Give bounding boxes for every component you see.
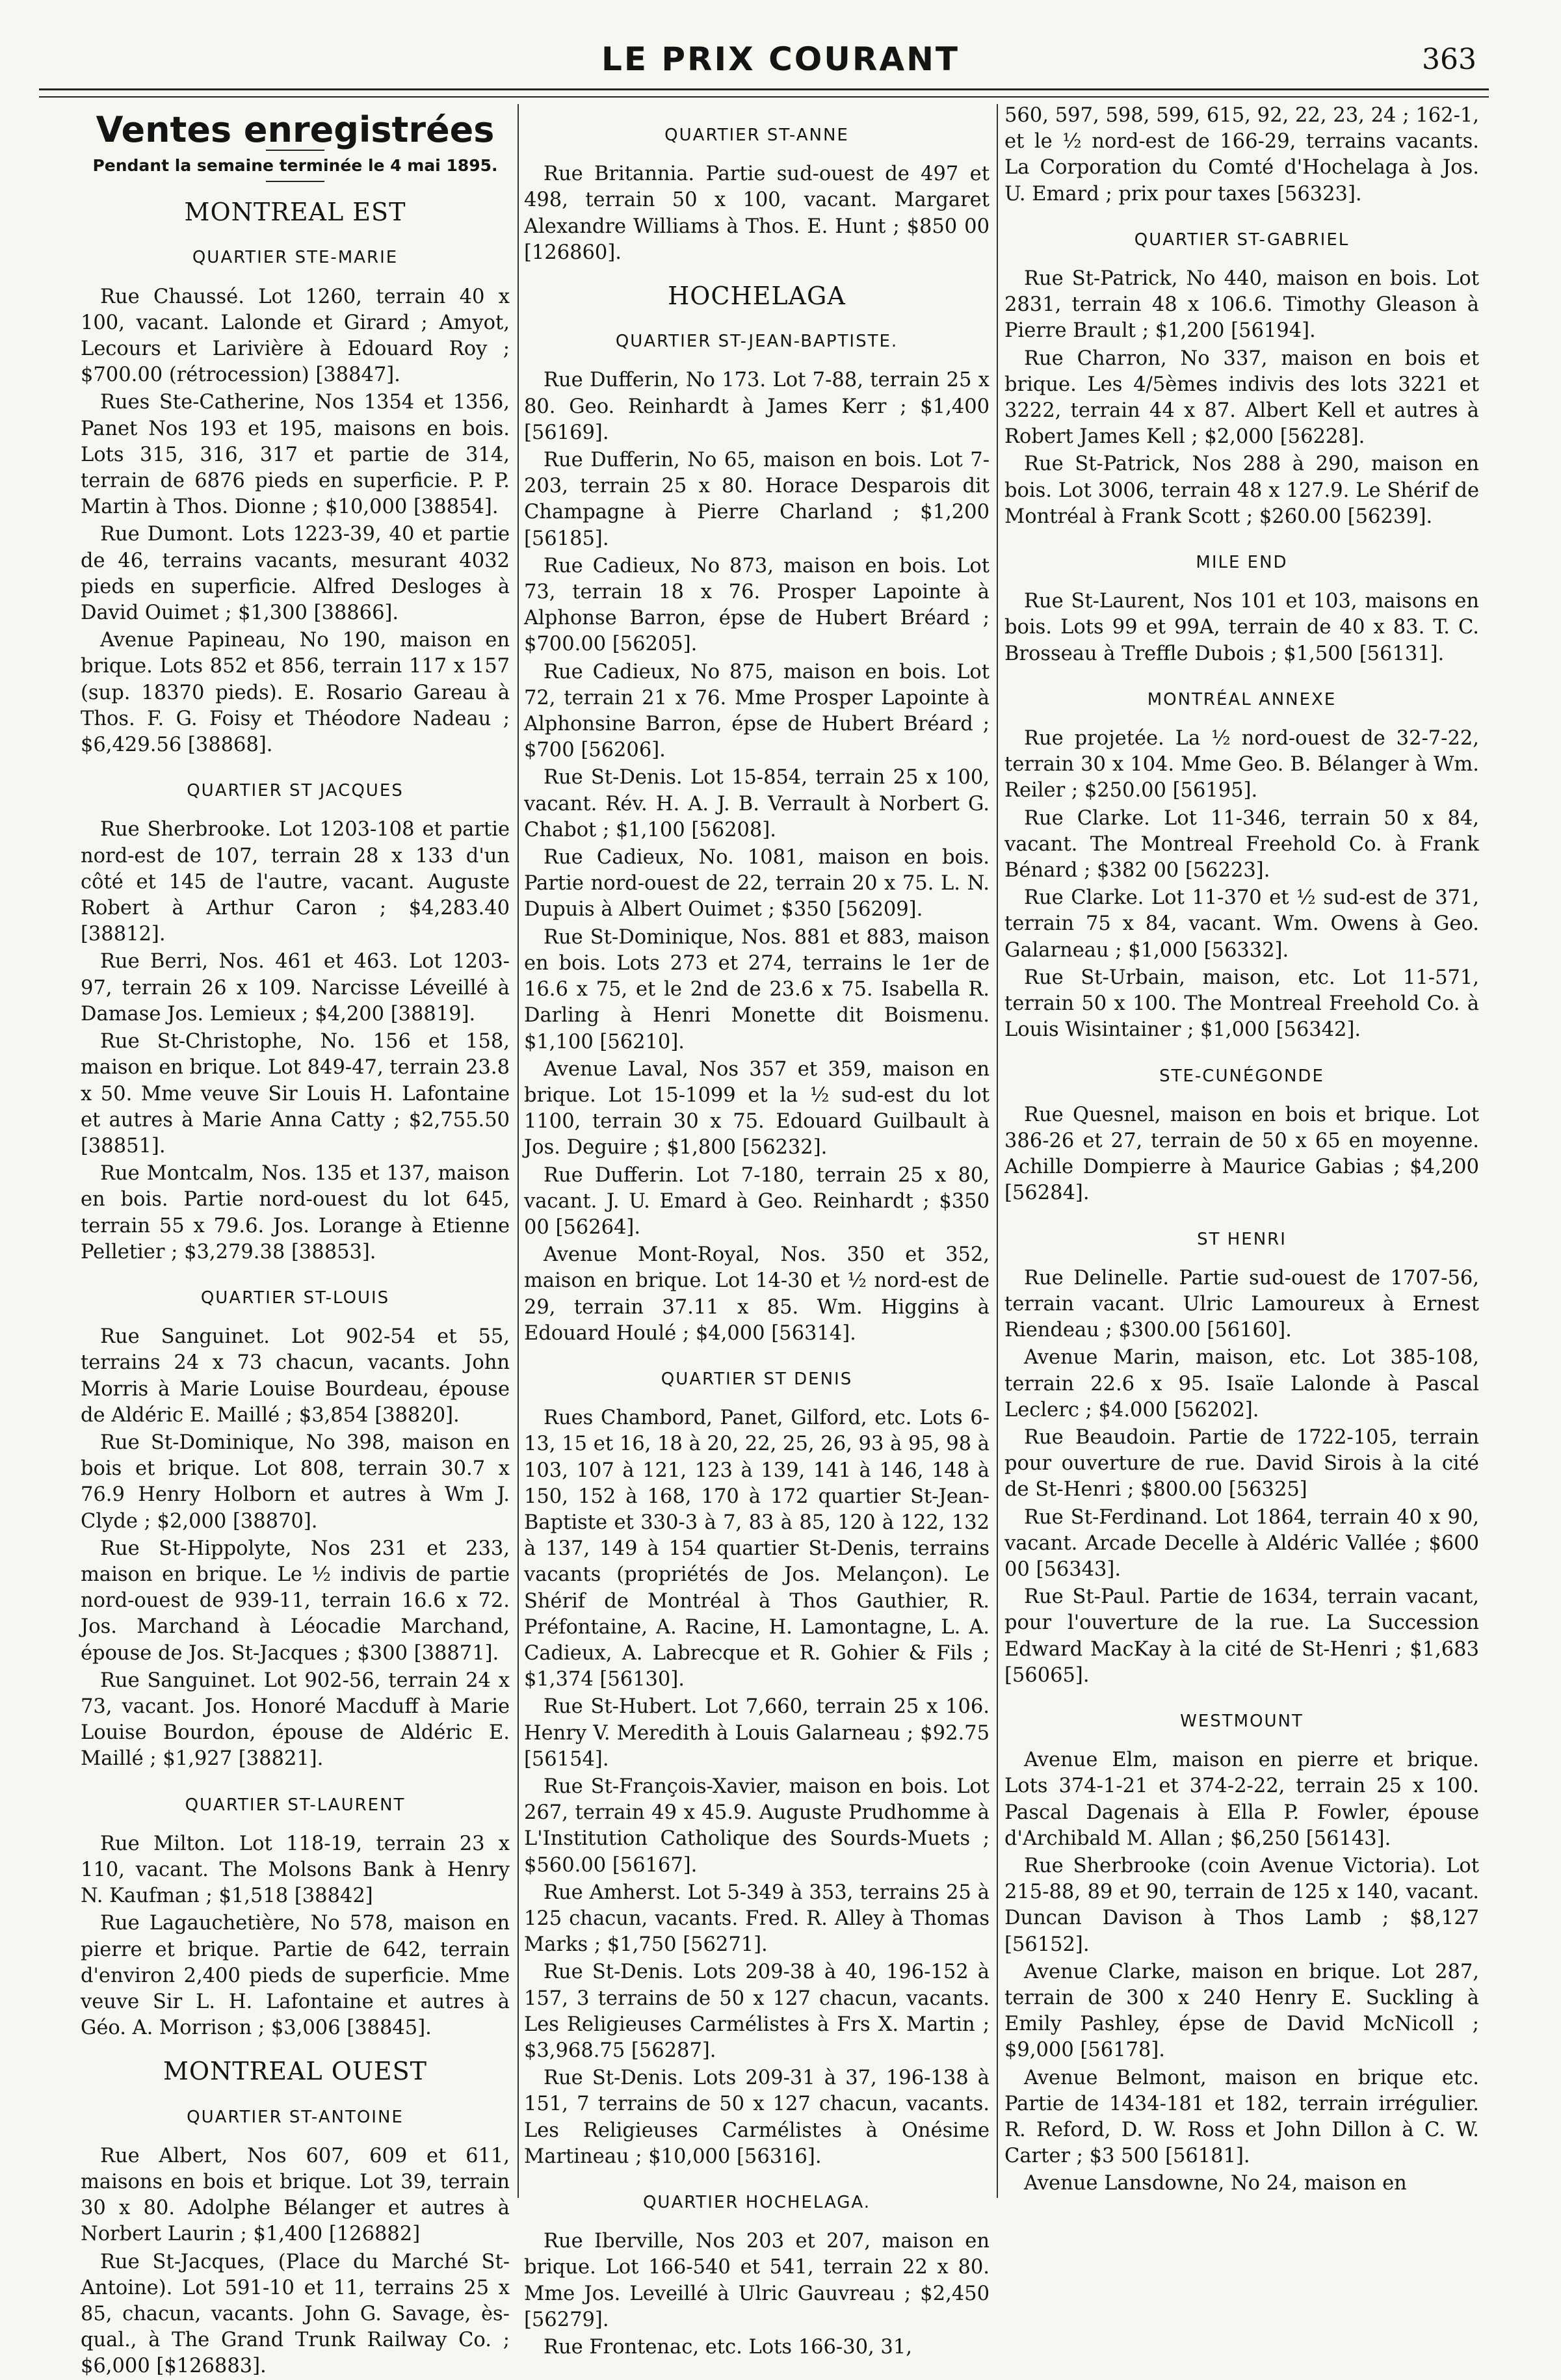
sale-entry: Rue Sanguinet. Lot 902-56, terrain 24 x 73, vacant. Jos. Honoré Macduff à Marie Louise Bourdon, épouse de Aldéric E. Maillé ; $1,927 [38821].: [81, 1669, 510, 1771]
section-heading: QUARTIER STE-MARIE: [192, 248, 399, 268]
sale-entry: Rue St-Denis. Lots 209-31 à 37, 196-138 à 151, 7 terrains de 50 x 127 chacun, vacants. Les Religieuses Carmélistes à Onésime Martineau ; $10,000 [56316].: [524, 2067, 990, 2168]
sale-entry: Avenue Laval, Nos 357 et 359, maison en brique. Lot 15-1099 et la ½ sud-est du lot 1100, terrain 30 x 75. Edouard Guilbault à Jos. Deguire ; $1,800 [56232].: [524, 1057, 990, 1159]
sale-entry: Rue Milton. Lot 118-19, terrain 23 x 110, vacant. The Molsons Bank à Henry N. Kaufman ; $1,518 [38842]: [81, 1832, 510, 1908]
page-header-title: LE PRIX COURANT: [601, 40, 960, 78]
section-heading: QUARTIER ST JACQUES: [187, 781, 404, 801]
section-heading: QUARTIER HOCHELAGA.: [642, 2193, 871, 2213]
sale-entry: Rue Quesnel, maison en bois et brique. Lot 386-26 et 27, terrain de 50 x 65 en moyenne. Achille Dompierre à Maurice Gabias ; $4,200 [56284].: [1004, 1103, 1479, 1205]
column-divider: [518, 104, 519, 2198]
section-heading: QUARTIER ST DENIS: [661, 1369, 853, 1389]
sale-entry: Rue Clarke. Lot 11-370 et ½ sud-est de 371, terrain 75 x 84, vacant. Wm. Owens à Geo. Galarneau ; $1,000 [56332].: [1004, 886, 1479, 962]
main-title: Ventes enregistrées: [96, 109, 495, 150]
sale-entry: Rue St-Dominique, Nos. 881 et 883, maison en bois. Lots 273 et 274, terrains le 1er de 16.6 x 75, et le 2nd de 23.6 x 75. Isabella R. Darling à Henri Monette dit Boismenu. $1,100 [56210].: [524, 925, 990, 1053]
column-middle: [524, 103, 990, 2359]
page-number: 363: [1422, 43, 1476, 76]
sale-entry: Rue St-Paul. Partie de 1634, terrain vacant, pour l'ouverture de la rue. La Succession Edward MacKay à la cité de St-Henri ; $1,683 [56065].: [1004, 1585, 1479, 1687]
sale-entry: Rue Iberville, Nos 203 et 207, maison en brique. Lot 166-540 et 541, terrain 22 x 80. Mme Jos. Leveillé à Ulric Gauvreau ; $2,450 [56279].: [524, 2230, 990, 2331]
sale-entry: Rues Chambord, Panet, Gilford, etc. Lots 6-13, 15 et 16, 18 à 20, 22, 25, 26, 93 à 95, 98 à 103, 107 à 121, 123 à 139, 141 à 146, 148 à 150, 152 à 168, 170 à 172 quartier St-Jean-Baptiste et 330-3 à 7, 83 à 85, 120 à 122, 132 à 137, 149 à 154 quartier St-Denis, terrains vacants (propriétés de Jos. Melançon). Le Shérif de Montréal à Thos Gauthier, R. Préfontaine, A. Racine, H. Lamontagne, L. A. Cadieux, A. Labrecque et R. Gohier & Fils ; $1,374 [56130].: [524, 1407, 990, 1691]
district-heading: MONTREAL EST: [184, 198, 406, 227]
sale-entry: Rue St-Christophe, No. 156 et 158, maison en brique. Lot 849-47, terrain 23.8 x 50. Mme veuve Sir Louis H. Lafontaine et autres à Marie Anna Catty ; $2,755.50 [38851].: [81, 1030, 510, 1157]
column-divider: [997, 104, 998, 2198]
section-heading: QUARTIER ST-LAURENT: [185, 1795, 406, 1815]
column-right: [1004, 103, 1479, 2197]
sale-entry: Avenue Papineau, No 190, maison en brique. Lots 852 et 856, terrain 117 x 157 (sup. 18370 pieds). E. Rosario Gareau à Thos. F. G. Foisy et Théodore Nadeau ; $6,429.56 [38868].: [81, 629, 510, 757]
column-left: [81, 103, 510, 2378]
section-heading: QUARTIER ST-JEAN-BAPTISTE.: [615, 332, 899, 352]
sale-entry: Rue Lagauchetière, No 578, maison en pierre et brique. Partie de 642, terrain d'environ 2,400 pieds de superficie. Mme veuve Sir L. H. Lafontaine et autres à Géo. A. Morrison ; $3,006 [38845].: [81, 1912, 510, 2040]
sale-entry: Rue St-Ferdinand. Lot 1864, terrain 40 x 90, vacant. Arcade Decelle à Aldéric Vallée ; $600 00 [56343].: [1004, 1505, 1479, 1581]
sale-entry: Rue Clarke. Lot 11-346, terrain 50 x 84, vacant. The Montreal Freehold Co. à Frank Bénard ; $382 00 [56223].: [1004, 806, 1479, 882]
sale-entry: Rue St-Patrick, No 440, maison en bois. Lot 2831, terrain 48 x 106.6. Timothy Gleason à Pierre Brault ; $1,200 [56194].: [1004, 267, 1479, 343]
sale-entry: Rues Ste-Catherine, Nos 1354 et 1356, Panet Nos 193 et 195, maisons en bois. Lots 315, 316, 317 et partie de 314, terrain de 6876 pieds en superficie. P. P. Martin à Thos. Dionne ; $10,000 [38854].: [81, 391, 510, 519]
sale-entry: Rue St-Hubert. Lot 7,660, terrain 25 x 106. Henry V. Meredith à Louis Galarneau ; $92.75 [56154].: [524, 1695, 990, 1771]
district-heading: HOCHELAGA: [668, 282, 846, 311]
section-heading: QUARTIER ST-ANTOINE: [187, 2107, 404, 2127]
sale-entry: Rue Beaudoin. Partie de 1722-105, terrain pour ouverture de rue. David Sirois à la cité de St-Henri ; $800.00 [56325]: [1004, 1425, 1479, 1501]
sale-entry: Rue St-Hippolyte, Nos 231 et 233, maison en brique. Le ½ indivis de partie nord-ouest de 939-11, terrain 16.6 x 72. Jos. Marchand à Léocadie Marchand, épouse de Jos. St-Jacques ; $300 [38871].: [81, 1537, 510, 1665]
section-heading: QUARTIER ST-ANNE: [664, 126, 849, 145]
header-rule-thin: [39, 96, 1489, 98]
sale-entry: Rue Cadieux, No. 1081, maison en bois. Partie nord-ouest de 22, terrain 20 x 75. L. N. Dupuis à Albert Ouimet ; $350 [56209].: [524, 846, 990, 921]
sale-entry: Rue Sanguinet. Lot 902-54 et 55, terrains 24 x 73 chacun, vacants. John Morris à Marie Louise Bourdeau, épouse de Aldéric E. Maillé ; $3,854 [38820].: [81, 1325, 510, 1427]
sale-entry: Rue Amherst. Lot 5-349 à 353, terrains 25 à 125 chacun, vacants. Fred. R. Alley à Thomas Marks ; $1,750 [56271].: [524, 1881, 990, 1957]
sale-entry: Rue Dufferin. Lot 7-180, terrain 25 x 80, vacant. J. U. Emard à Geo. Reinhardt ; $350 00 [56264].: [524, 1163, 990, 1239]
sale-entry: Rue Albert, Nos 607, 609 et 611, maisons en bois et brique. Lot 39, terrain 30 x 80. Adolphe Bélanger et autres à Norbert Laurin ; $1,400 [126882]: [81, 2144, 510, 2246]
sale-entry: Avenue Mont-Royal, Nos. 350 et 352, maison en brique. Lot 14-30 et ½ nord-est de 29, terrain 37.11 x 85. Wm. Higgins à Edouard Houlé ; $4,000 [56314].: [524, 1243, 990, 1345]
section-heading: QUARTIER ST-LOUIS: [200, 1288, 390, 1308]
sale-entry: Rue Dufferin, No 65, maison en bois. Lot 7-203, terrain 25 x 80. Horace Desparois dit Champagne à Pierre Charland ; $1,200 [56185].: [524, 449, 990, 550]
sale-entry: Rue projetée. La ½ nord-ouest de 32-7-22, terrain 30 x 104. Mme Geo. B. Bélanger à Wm. Reiler ; $250.00 [56195].: [1004, 727, 1479, 802]
sale-entry: Rue Montcalm, Nos. 135 et 137, maison en bois. Partie nord-ouest du lot 645, terrain 55 x 79.6. Jos. Lorange à Etienne Pelletier ; $3,279.38 [38853].: [81, 1162, 510, 1263]
sale-entry: Rue St-Laurent, Nos 101 et 103, maisons en bois. Lots 99 et 99A, terrain de 40 x 83. T. C. Brosseau à Treffle Dubois ; $1,500 [56131].: [1004, 590, 1479, 665]
sale-entry: Avenue Lansdowne, No 24, maison en: [1024, 2172, 1407, 2195]
sale-entry: Rue St-Denis. Lots 209-38 à 40, 196-152 à 157, 3 terrains de 50 x 127 chacun, vacants. Les Religieuses Carmélistes à Frs X. Martin ; $3,968.75 [56287].: [524, 1961, 990, 2063]
subtitle: Pendant la semaine terminée le 4 mai 1895.: [92, 156, 498, 176]
section-heading: STE-CUNÉGONDE: [1159, 1066, 1324, 1086]
section-heading: WESTMOUNT: [1180, 1711, 1304, 1731]
section-heading: ST HENRI: [1197, 1229, 1287, 1249]
sale-entry: Rue St-Dominique, No 398, maison en bois et brique. Lot 808, terrain 30.7 x 76.9 Henry Holborn et autres à Wm J. Clyde ; $2,000 [38870].: [81, 1431, 510, 1533]
sale-entry: Avenue Elm, maison en pierre et brique. Lots 374-1-21 et 374-2-22, terrain 25 x 100. Pascal Dagenais à Ella P. Fowler, épouse d'Archibald M. Allan ; $6,250 [56143].: [1004, 1749, 1479, 1850]
sale-entry: Rue Cadieux, No 875, maison en bois. Lot 72, terrain 21 x 76. Mme Prosper Lapointe à Alphonsine Barron, épse de Hubert Bréard ; $700 [56206].: [524, 660, 990, 762]
sale-entry: Rue St-François-Xavier, maison en bois. Lot 267, terrain 49 x 45.9. Auguste Prudhomme à L'Institution Catholique des Sourds-Muets ; $560.00 [56167].: [524, 1775, 990, 1877]
sale-entry: Rue Charron, No 337, maison en bois et brique. Les 4/5èmes indivis des lots 3221 et 3222, terrain 44 x 87. Albert Kell et autres à Robert James Kell ; $2,000 [56228].: [1004, 347, 1479, 449]
sale-entry: Rue Cadieux, No 873, maison en bois. Lot 73, terrain 18 x 76. Prosper Lapointe à Alphonse Barron, épse de Hubert Bréard ; $700.00 [56205].: [524, 554, 990, 656]
sale-entry: Rue St-Jacques, (Place du Marché St-Antoine). Lot 591-10 et 11, terrains 25 x 85, chacun, vacants. John G. Savage, ès-qual., à The Grand Trunk Railway Co. ; $6,000 [$126883].: [81, 2250, 510, 2378]
sale-entry: Rue Delinelle. Partie sud-ouest de 1707-56, terrain vacant. Ulric Lamoureux à Ernest Riendeau ; $300.00 [56160].: [1004, 1266, 1479, 1342]
sale-entry: Rue Britannia. Partie sud-ouest de 497 et 498, terrain 50 x 100, vacant. Margaret Alexandre Williams à Thos. E. Hunt ; $850 00 [126860].: [524, 163, 990, 264]
district-heading: MONTREAL OUEST: [163, 2057, 428, 2086]
sale-entry: Rue St-Denis. Lot 15-854, terrain 25 x 100, vacant. Rév. H. A. J. B. Verrault à Norbert G. Chabot ; $1,100 [56208].: [524, 766, 990, 841]
sale-entry: Rue Berri, Nos. 461 et 463. Lot 1203-97, terrain 26 x 109. Narcisse Léveillé à Damase Jos. Lemieux ; $4,200 [38819].: [81, 950, 510, 1025]
sale-entry: Rue Sherbrooke (coin Avenue Victoria). Lot 215-88, 89 et 90, terrain de 125 x 140, vacant. Duncan Davison à Thos Lamb ; $8,127 [56152].: [1004, 1854, 1479, 1956]
sale-entry: 560, 597, 598, 599, 615, 92, 22, 23, 24 ; 162-1, et le ½ nord-est de 166-29, terrains vacants. La Corporation du Comté d'Hochelaga à Jos. U. Emard ; prix pour taxes [56323].: [1004, 104, 1479, 205]
section-heading: QUARTIER ST-GABRIEL: [1134, 230, 1350, 250]
sale-entry: Rue Dumont. Lots 1223-39, 40 et partie de 46, terrains vacants, mesurant 4032 pieds en superficie. Alfred Desloges à David Ouimet ; $1,300 [38866].: [81, 523, 510, 625]
sale-entry: Rue St-Urbain, maison, etc. Lot 11-571, terrain 50 x 100. The Montreal Freehold Co. à Louis Wisintainer ; $1,000 [56342].: [1004, 966, 1479, 1042]
sale-entry: Avenue Belmont, maison en brique etc. Partie de 1434-181 et 182, terrain irrégulier. R. Reford, D. W. Ross et John Dillon à C. W. Carter ; $3 500 [56181].: [1004, 2066, 1479, 2168]
sale-entry: Rue Frontenac, etc. Lots 166-30, 31,: [544, 2336, 912, 2359]
sale-entry: Rue Chaussé. Lot 1260, terrain 40 x 100, vacant. Lalonde et Girard ; Amyot, Lecours et Larivière à Edouard Roy ; $700.00 (rétrocession) [38847].: [81, 285, 510, 387]
section-heading: MILE END: [1196, 553, 1288, 573]
sale-entry: Rue St-Patrick, Nos 288 à 290, maison en bois. Lot 3006, terrain 48 x 127.9. Le Shérif de Montréal à Frank Scott ; $260.00 [56239].: [1004, 453, 1479, 528]
sale-entry: Avenue Clarke, maison en brique. Lot 287, terrain de 300 x 240 Henry E. Suckling à Emily Pashley, épse de David McNicoll ; $9,000 [56178].: [1004, 1960, 1479, 2062]
header-rule: [39, 88, 1489, 90]
title-rule: [266, 181, 324, 182]
section-heading: MONTRÉAL ANNEXE: [1147, 689, 1337, 709]
sale-entry: Rue Dufferin, No 173. Lot 7-88, terrain 25 x 80. Geo. Reinhardt à James Kerr ; $1,400 [56169].: [524, 369, 990, 444]
sale-entry: Avenue Marin, maison, etc. Lot 385-108, terrain 22.6 x 95. Isaïe Lalonde à Pascal Leclerc ; $4.000 [56202].: [1004, 1346, 1479, 1421]
sale-entry: Rue Sherbrooke. Lot 1203-108 et partie nord-est de 107, terrain 28 x 133 d'un côté et 145 de l'autre, vacant. Auguste Robert à Arthur Caron ; $4,283.40 [38812].: [81, 818, 510, 946]
